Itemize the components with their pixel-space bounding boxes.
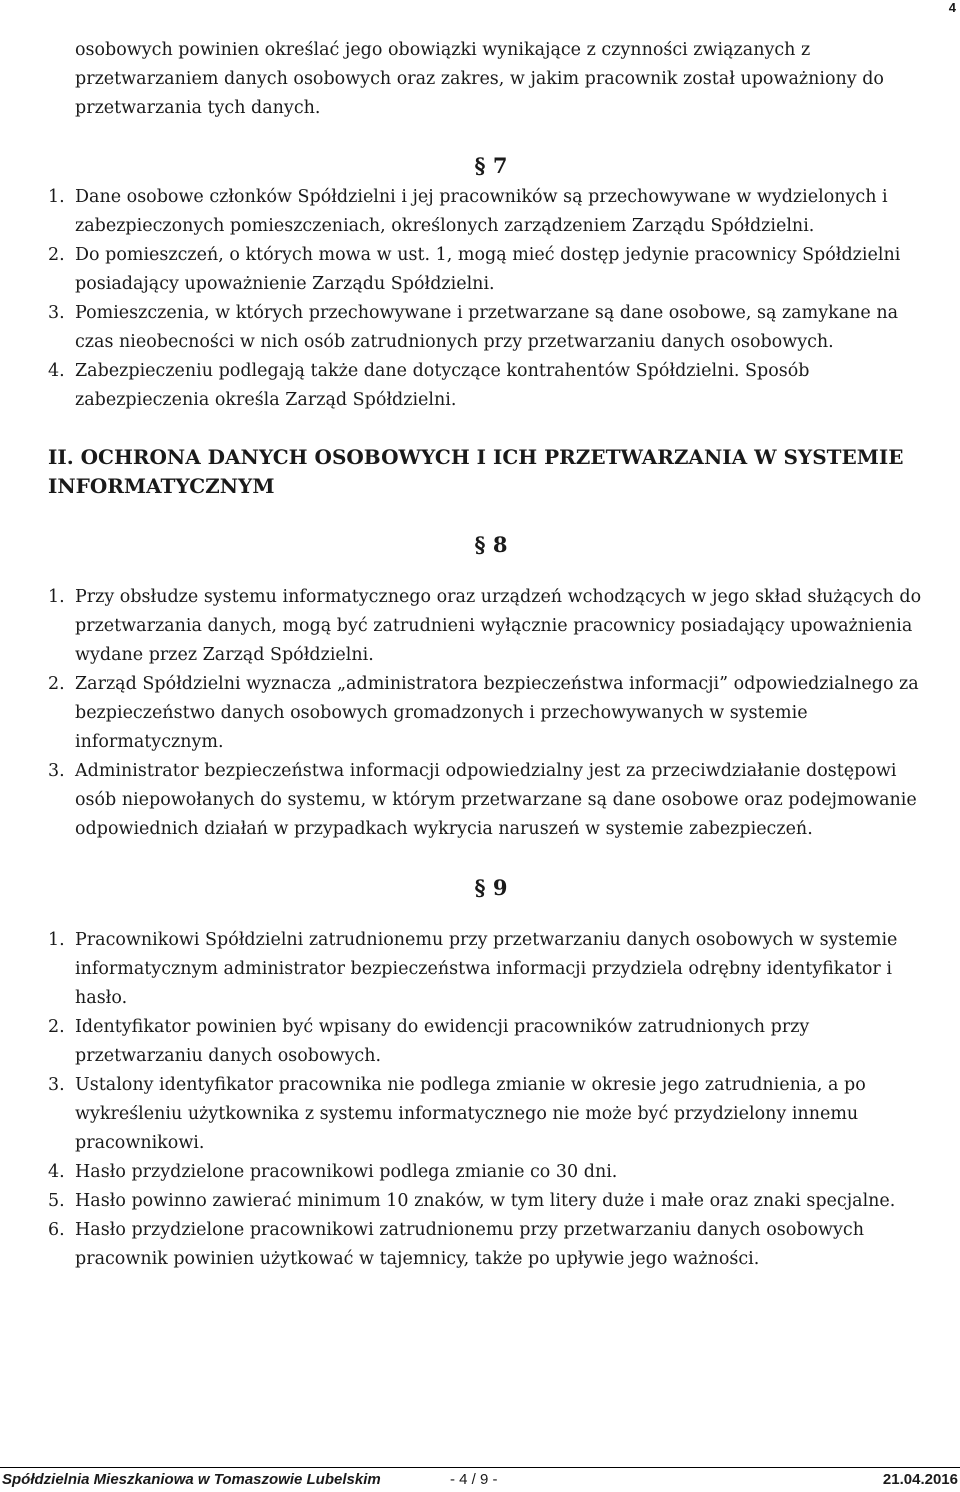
section-7-list: [48, 183, 928, 415]
item-text: Do pomieszczeń, o których mowa w ust. 1, mogą mieć dostęp jedynie pracownicy Spółdzielni posiadający upoważnienie Zarządu Spółdzielni.: [75, 245, 901, 294]
item-text: Hasło przydzielone pracownikowi podlega zmianie co 30 dni.: [75, 1162, 618, 1182]
item-number: 5.: [48, 1191, 65, 1211]
item-number: 2.: [48, 1017, 65, 1037]
intro-paragraph: osobowych powinien określać jego obowiązki wynikające z czynności związanych z przetwarzaniem danych osobowych oraz zakres, w jakim pracownik został upoważniony do przetwarzania tych danych.: [75, 40, 884, 118]
item-text: Hasło przydzielone pracownikowi zatrudnionemu przy przetwarzaniu danych osobowych pracownik powinien użytkować w tajemnicy, także po upływie jego ważności.: [75, 1220, 864, 1269]
list-item: [48, 183, 928, 241]
item-text: Zarząd Spółdzielni wyznacza „administratora bezpieczeństwa informacji” odpowiedzialnego za bezpieczeństwo danych osobowych gromadzonych i przechowywanych w systemie informatycznym.: [75, 674, 919, 752]
list-item: [48, 926, 928, 1013]
list-item: [48, 241, 928, 299]
item-number: 1.: [48, 587, 65, 607]
item-text: Pomieszczenia, w których przechowywane i przetwarzane są dane osobowe, są zamykane na czas nieobecności w nich osób zatrudnionych przy przetwarzaniu danych osobowych.: [75, 303, 899, 352]
list-item: [48, 357, 928, 415]
list-item: [48, 299, 928, 357]
item-number: 3.: [48, 1075, 65, 1095]
list-item: [48, 1187, 928, 1216]
item-text: Dane osobowe członków Spółdzielni i jej pracowników są przechowywane w wydzielonych i zabezpieczonych pomieszczeniach, określonych zarządzeniem Zarządu Spółdzielni.: [75, 187, 888, 236]
list-item: [48, 583, 928, 670]
list-item: [48, 1158, 928, 1187]
section-8-list: [48, 583, 928, 844]
item-number: 3.: [48, 303, 65, 323]
item-number: 2.: [48, 245, 65, 265]
section-9-list: [48, 926, 928, 1274]
footer-organization: Spółdzielnia Mieszkaniowa w Tomaszowie Lubelskim: [2, 1471, 381, 1488]
item-text: Pracownikowi Spółdzielni zatrudnionemu przy przetwarzaniu danych osobowych w systemie informatycznym administrator bezpieczeństwa informacji przydziela odrębny identyfikator i hasło.: [75, 930, 898, 1008]
item-number: 3.: [48, 761, 65, 781]
item-number: 6.: [48, 1220, 65, 1240]
item-number: 2.: [48, 674, 65, 694]
chapter-heading: II. OCHRONA DANYCH OSOBOWYCH I ICH PRZETWARZANIA W SYSTEMIE INFORMATYCZNYM: [48, 445, 904, 498]
section-8-heading: § 8: [474, 532, 508, 557]
item-text: Administrator bezpieczeństwa informacji odpowiedzialny jest za przeciwdziałanie dostępowi osób niepowołanych do systemu, w którym przetwarzane są dane osobowe oraz podejmowanie odpowiednich działań w przypadkach wykrycia naruszeń w systemie zabezpieczeń.: [75, 761, 917, 839]
list-item: [48, 670, 928, 757]
list-item: [48, 757, 928, 844]
item-text: Zabezpieczeniu podlegają także dane dotyczące kontrahentów Spółdzielni. Sposób zabezpieczenia określa Zarząd Spółdzielni.: [75, 361, 810, 410]
item-text: Identyfikator powinien być wpisany do ewidencji pracowników zatrudnionych przy przetwarzaniu danych osobowych.: [75, 1017, 810, 1066]
list-item: [48, 1216, 928, 1274]
item-number: 4.: [48, 361, 65, 381]
list-item: [48, 1013, 928, 1071]
item-text: Hasło powinno zawierać minimum 10 znaków, w tym litery duże i małe oraz znaki specjalne.: [75, 1191, 896, 1211]
section-7-heading: § 7: [474, 153, 508, 178]
item-number: 4.: [48, 1162, 65, 1182]
page-footer: [0, 1467, 960, 1492]
item-text: Ustalony identyfikator pracownika nie podlega zmianie w okresie jego zatrudnienia, a po wykreśleniu użytkownika z systemu informatycznego nie może być przydzielony innemu pracownikowi.: [75, 1075, 866, 1153]
item-number: 1.: [48, 930, 65, 950]
item-text: Przy obsłudze systemu informatycznego oraz urządzeń wchodzących w jego skład służących do przetwarzania danych, mogą być zatrudnieni wyłącznie pracownicy posiadający upoważnienia wydane przez Zarząd Spółdzielni.: [75, 587, 922, 665]
document-body: [48, 36, 928, 1274]
list-item: [48, 1071, 928, 1158]
item-number: 1.: [48, 187, 65, 207]
footer-page-indicator: - 4 / 9 -: [450, 1471, 498, 1488]
footer-date: 21.04.2016: [882, 1471, 958, 1488]
section-9-heading: § 9: [474, 875, 508, 900]
page-number: 4: [948, 0, 956, 15]
